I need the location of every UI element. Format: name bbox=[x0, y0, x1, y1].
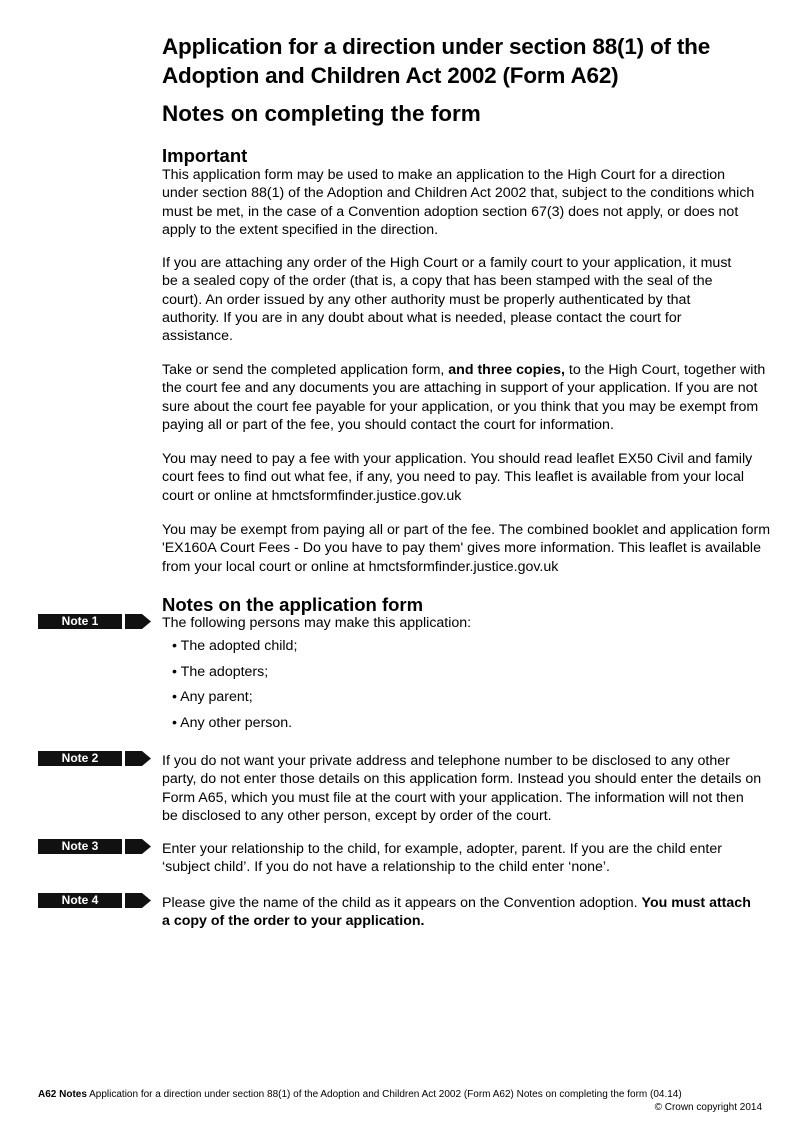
note-4-plain: Please give the name of the child as it appears on the Convention adoption. bbox=[162, 895, 642, 911]
footer-copyright: © Crown copyright 2014 bbox=[654, 1101, 762, 1113]
document-title bbox=[162, 32, 792, 90]
important-paragraph-2: If you are attaching any order of the High Court or a family court to your application, it must be a sealed copy of the order (that is, a copy that has been stamped with the seal of the court). An order issued by any other authority must be properly authenticated by that authority. If you are in any doubt about what is needed, please contact the court for assistance. bbox=[162, 255, 732, 345]
arrow-right-icon bbox=[125, 614, 151, 629]
title-line-2: Adoption and Children Act 2002 (Form A62) bbox=[162, 63, 619, 88]
note-2-text: If you do not want your private address and telephone number to be disclosed to any other party, do not enter those details on this application form. Instead you should enter the details on Form A65, which you must file at the court with your application. The information will not then be disclosed to any other person, except by order of the court. bbox=[162, 753, 762, 824]
footer-description: Application for a direction under section 88(1) of the Adoption and Children Act 2002 (Form A62) Notes on completing the form (04.14) bbox=[86, 1089, 682, 1100]
notes-heading: Notes on the application form bbox=[162, 594, 424, 615]
note-1-bullet-list bbox=[172, 637, 297, 739]
important-heading: Important bbox=[162, 145, 248, 166]
list-item: • Any parent; bbox=[172, 689, 253, 705]
arrow-right-icon bbox=[125, 839, 151, 854]
footer-description-line bbox=[38, 1089, 762, 1102]
note-4-bold: You must attach a copy of the order to your application. bbox=[162, 895, 751, 930]
document-subtitle: Notes on completing the form bbox=[162, 101, 481, 126]
note-4-text bbox=[162, 894, 762, 931]
paragraph-3-bold: and three copies, bbox=[448, 362, 565, 378]
note-3-label: Note 3 bbox=[38, 839, 122, 854]
important-paragraph-5: You may be exempt from paying all or part of the fee. The combined booklet and application form 'EX160A Court Fees - Do you have to pay them' gives more information. This leaflet is available from your local court or online at hmctsformfinder.justice.gov.uk bbox=[162, 522, 771, 575]
footer-form-code: A62 Notes bbox=[38, 1089, 87, 1100]
note-1-intro: The following persons may make this application: bbox=[162, 615, 472, 631]
arrow-right-icon bbox=[125, 893, 151, 908]
title-line-1: Application for a direction under section 88(1) of the bbox=[162, 34, 711, 59]
notes-section-heading-wrap bbox=[162, 595, 762, 615]
important-section bbox=[162, 146, 762, 239]
note-2-label: Note 2 bbox=[38, 751, 122, 766]
note-3-text: Enter your relationship to the child, for example, adopter, parent. If you are the child enter ‘subject child’. If you do not have a relationship to the child enter ‘none’. bbox=[162, 841, 722, 876]
note-1-label: Note 1 bbox=[38, 614, 122, 629]
arrow-right-icon bbox=[125, 751, 151, 766]
note-4-tag bbox=[38, 893, 151, 908]
note-3-tag bbox=[38, 839, 151, 854]
note-2-tag bbox=[38, 751, 151, 766]
list-item: • The adopters; bbox=[172, 663, 269, 680]
note-4-label: Note 4 bbox=[38, 893, 122, 908]
paragraph-3-text-b: to the High Court, together with the court fee and any documents you are attaching in support of your application. If you are not sure about the court fee payable for your application, or you think that you may be exempt from paying all or part of the fee, you should contact the court for information. bbox=[162, 362, 766, 433]
note-1-tag bbox=[38, 614, 151, 629]
important-paragraph-4: You may need to pay a fee with your application. You should read leaflet EX50 Civil and family court fees to find out what fee, if any, you need to pay. This leaflet is available from your local court or online at hmctsformfinder.justice.gov.uk bbox=[162, 451, 753, 504]
list-item: • The adopted child; bbox=[172, 638, 298, 654]
page-footer bbox=[38, 1089, 762, 1114]
paragraph-3-text-a: Take or send the completed application form, bbox=[162, 362, 449, 378]
list-item: • Any other person. bbox=[172, 714, 293, 731]
important-paragraph-3 bbox=[162, 361, 772, 434]
important-paragraph-1: This application form may be used to make an application to the High Court for a direction under section 88(1) of the Adoption and Children Act 2002 that, subject to the conditions which must be met, in the case of a Convention adoption section 67(3) does not apply, or does not apply to the extent specified in the direction. bbox=[162, 167, 755, 238]
